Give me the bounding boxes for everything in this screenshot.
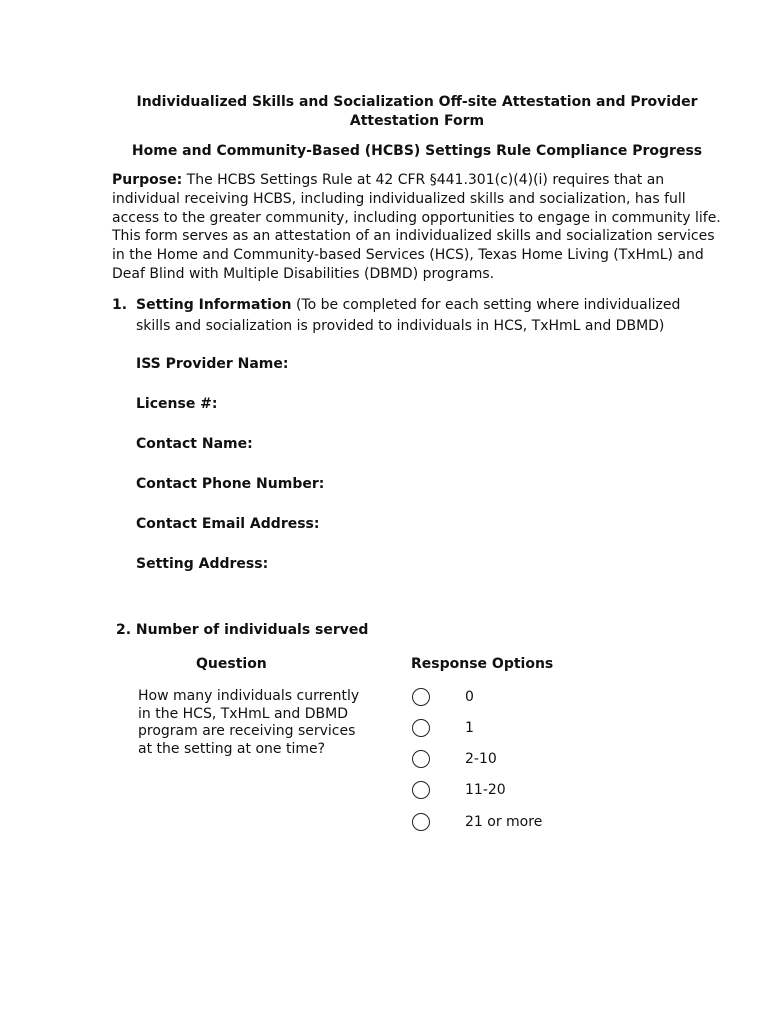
section-number: 1. (112, 297, 128, 313)
form-subtitle: Home and Community-Based (HCBS) Settings Rule Compliance Progress (131, 143, 703, 159)
radio-button[interactable] (412, 688, 430, 706)
contact-email-field[interactable]: Contact Email Address: (136, 516, 320, 532)
section-note: (To be completed for each setting where individualized skills and socialization is provided to individuals in HCS, TxHmL and DBMD) (136, 297, 681, 334)
section-label: Setting Information (136, 297, 292, 313)
option-label: 1 (465, 720, 474, 736)
purpose-paragraph (112, 171, 724, 284)
response-option[interactable] (412, 779, 506, 801)
question-column-header: Question (196, 656, 267, 672)
purpose-text: The HCBS Settings Rule at 42 CFR §441.301(c)(4)(i) requires that an individual receiving HCBS, including individualized skills and socialization, has full access to the greater community, including opportunities to engage in community life. This form serves as an attestation of an individualized skills and socialization services in the Home and Community-based Services (HCS), Texas Home Living (TxHmL) and Deaf Blind with Multiple Disabilities (DBMD) programs. (112, 172, 721, 282)
iss-provider-name-field[interactable]: ISS Provider Name: (136, 356, 289, 372)
radio-button[interactable] (412, 719, 430, 737)
section-individuals-served: 2. Number of individuals served (116, 622, 369, 638)
setting-address-field[interactable]: Setting Address: (136, 556, 269, 572)
contact-phone-field[interactable]: Contact Phone Number: (136, 476, 325, 492)
option-label: 11-20 (465, 782, 506, 798)
option-label: 0 (465, 689, 474, 705)
response-option[interactable] (412, 748, 497, 770)
radio-button[interactable] (412, 781, 430, 799)
option-label: 21 or more (465, 814, 543, 830)
response-option[interactable] (412, 811, 543, 833)
section-setting-information (112, 295, 712, 337)
response-column-header: Response Options (411, 656, 554, 672)
form-title: Individualized Skills and Socialization Off-site Attestation and Provider Attestation Form (136, 94, 698, 129)
radio-button[interactable] (412, 750, 430, 768)
radio-button[interactable] (412, 813, 430, 831)
purpose-label: Purpose: (112, 172, 183, 188)
response-option[interactable] (412, 717, 474, 739)
license-number-field[interactable]: License #: (136, 396, 218, 412)
response-option[interactable] (412, 686, 474, 708)
option-label: 2-10 (465, 751, 497, 767)
question-text: How many individuals currently in the HCS, TxHmL and DBMD program are receiving services at the setting at one time? (138, 688, 360, 757)
contact-name-field[interactable]: Contact Name: (136, 436, 253, 452)
